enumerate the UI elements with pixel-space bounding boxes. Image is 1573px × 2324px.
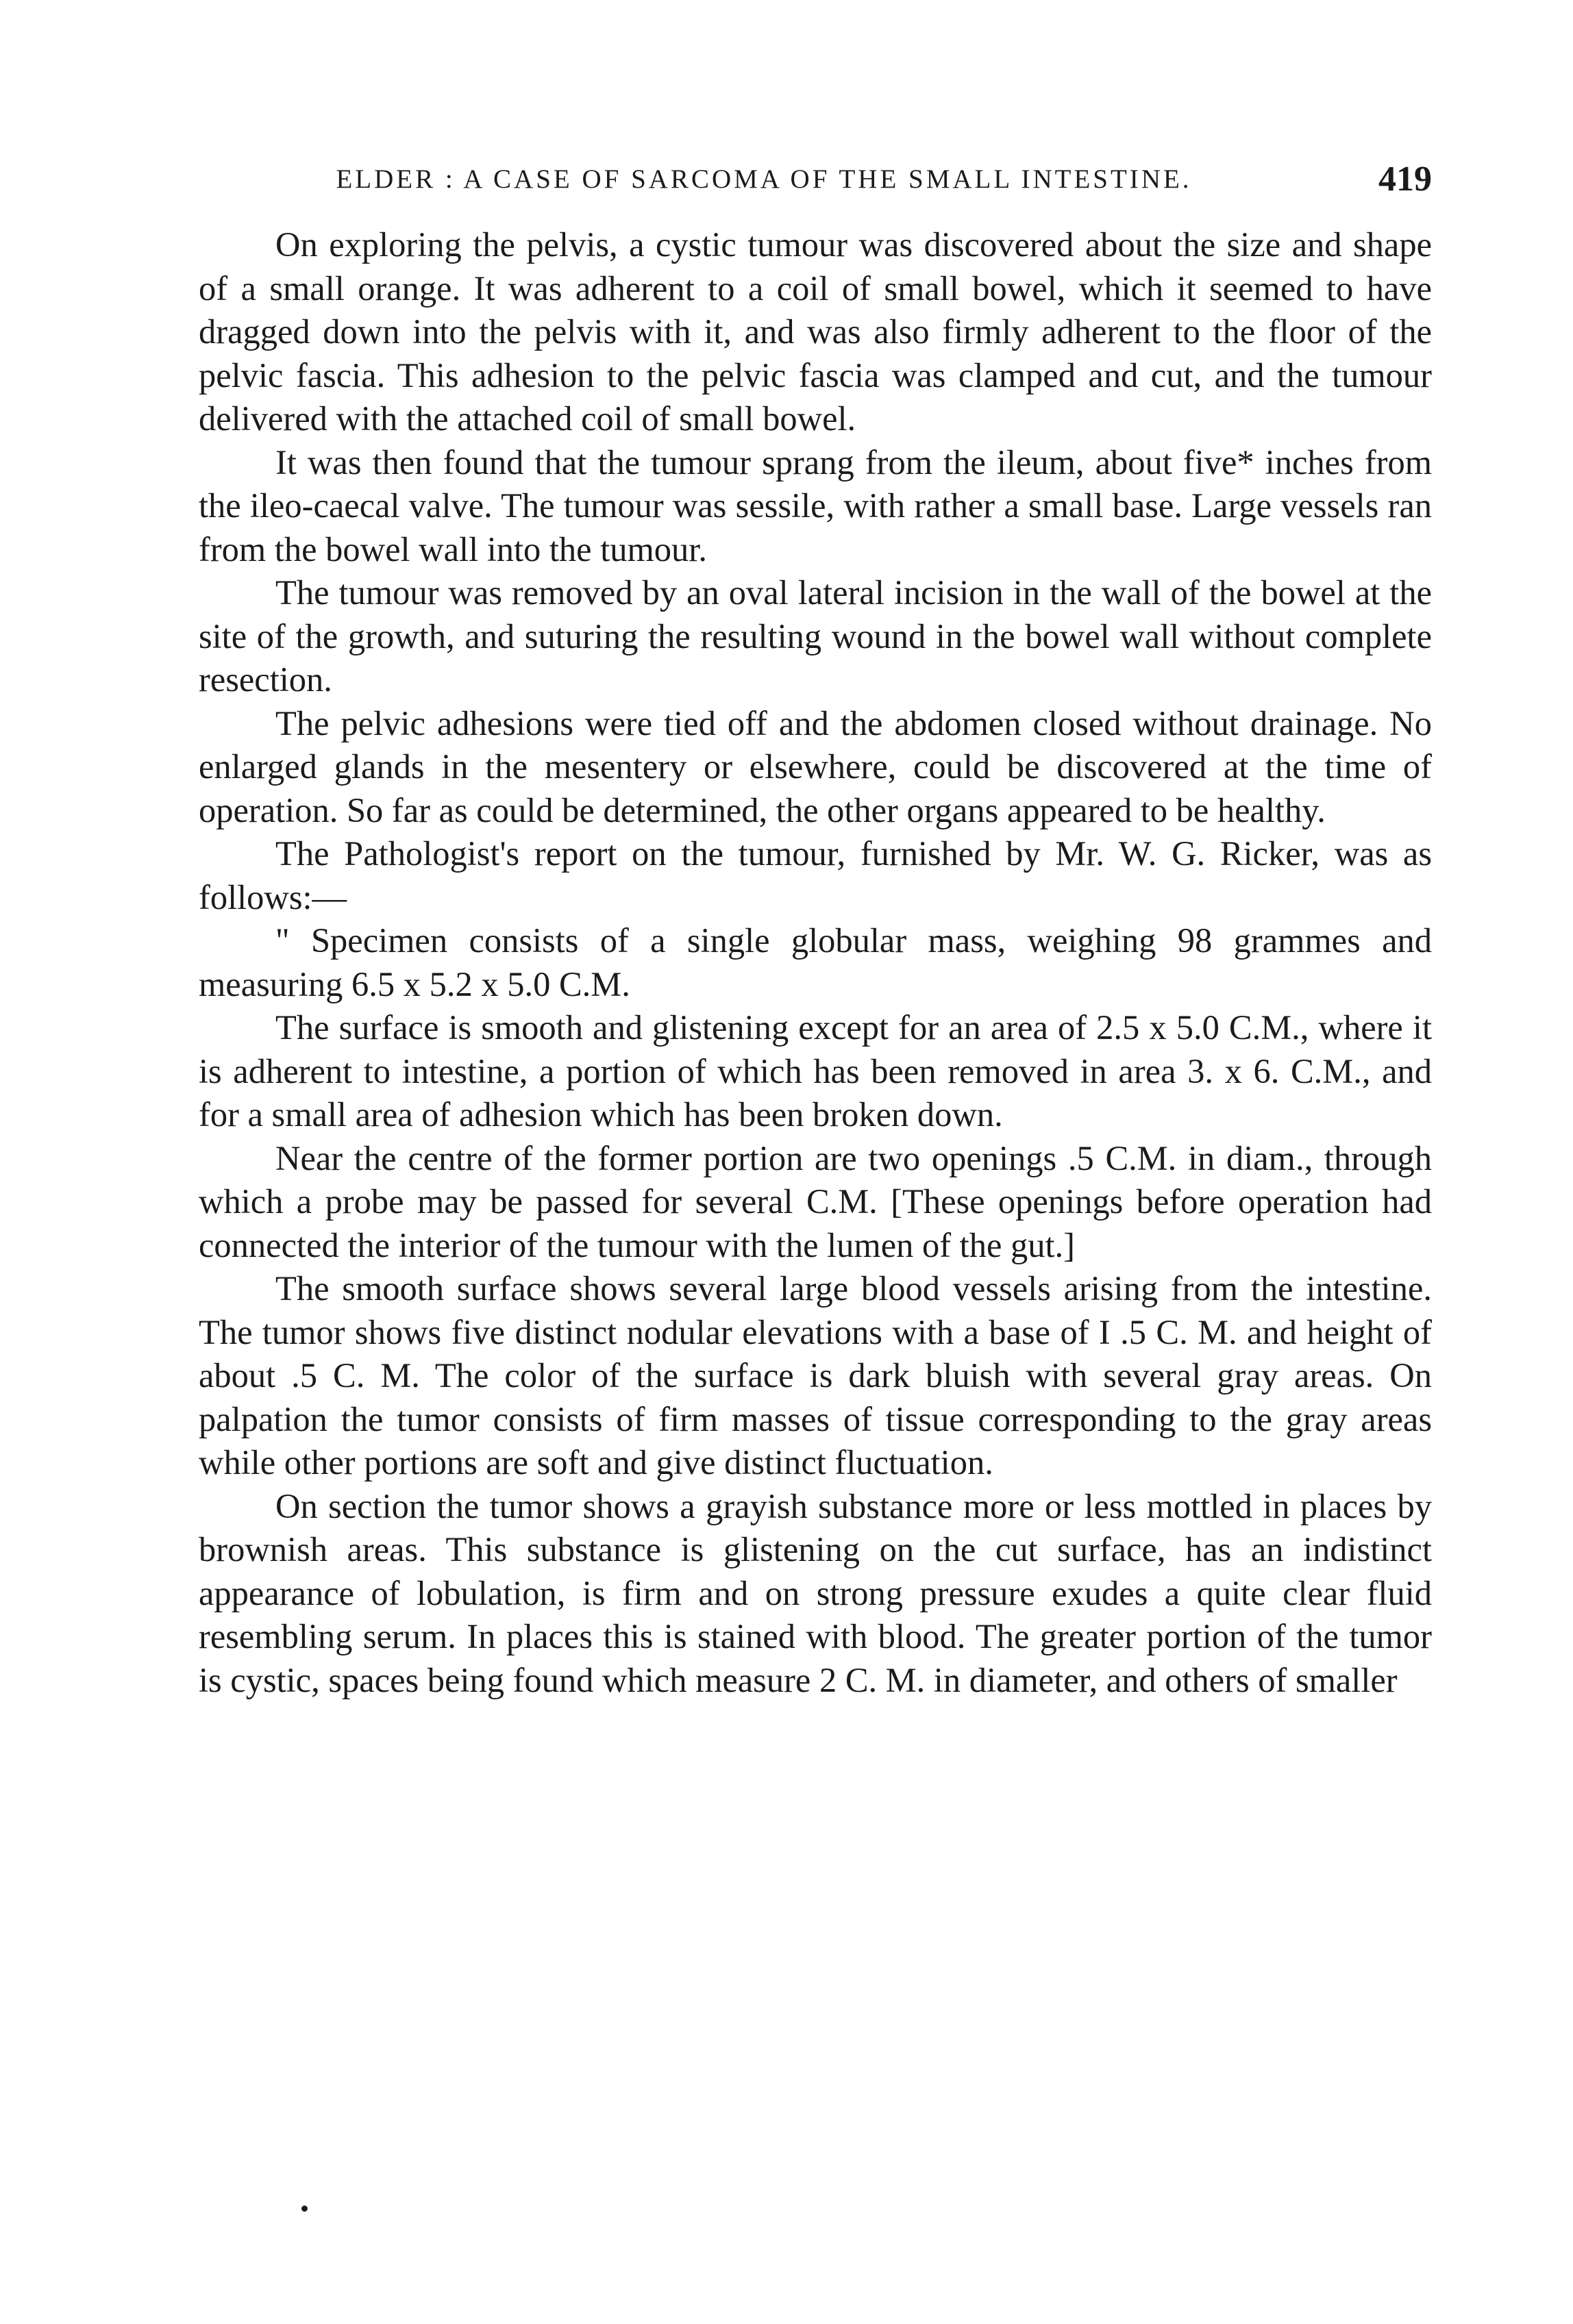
- paragraph-abdomen-closure: The pelvic adhesions were tied off and the abdomen closed without drainage. No enlarged glands in the mesentery or elsewhere, could be discovered at the time of operation. So far as could be determined, the other organs appeared to be healthy.: [199, 703, 1432, 829]
- running-title: ELDER : A CASE OF SARCOMA OF THE SMALL INTESTINE.: [336, 164, 1192, 194]
- paragraph-surface: The surface is smooth and glistening except for an area of 2.5 x 5.0 C.M., where it is adherent to intestine, a portion of which has been removed in area 3. x 6. C.M., and for a small area of adhesion which has been broken down.: [199, 1008, 1432, 1134]
- footer-dot-mark: [301, 2206, 308, 2212]
- paragraph-tumour-origin: It was then found that the tumour sprang from the ileum, about five* inches from the ileo-caecal valve. The tumour was sessile, with rather a small base. Large vessels ran from the bowel wall into the tumour.: [199, 442, 1432, 568]
- page-number: 419: [1378, 160, 1432, 199]
- paragraph-tumour-removal: The tumour was removed by an oval lateral incision in the wall of the bowel at the site of the growth, and suturing the resulting wound in the bowel wall without complete resection.: [199, 573, 1432, 699]
- running-head: [199, 159, 1432, 200]
- paragraph-specimen: " Specimen consists of a single globular mass, weighing 98 grammes and measuring 6.5 x 5.2 x 5.0 C.M.: [199, 921, 1432, 1003]
- document-page: [199, 159, 1432, 1702]
- paragraph-section: On section the tumor shows a grayish substance more or less mottled in places by brownish areas. This substance is glistening on the cut surface, has an indistinct appearance of lobulation, is firm and on strong pressure exudes a quite clear fluid resembling serum. In places this is stained with blood. The greater portion of the tumor is cystic, spaces being found which measure 2 C. M. in diameter, and others of smaller: [199, 1486, 1432, 1699]
- paragraph-pathologist-intro: The Pathologist's report on the tumour, furnished by Mr. W. G. Ricker, was as follows:—: [199, 834, 1432, 916]
- paragraph-openings: Near the centre of the former portion are two openings .5 C.M. in diam., through which a probe may be passed for several C.M. [These openings before operation had connected the interior of the tumour with the lumen of the gut.]: [199, 1138, 1432, 1264]
- paragraph-pelvis-exploration: On exploring the pelvis, a cystic tumour was discovered about the size and shape of a small orange. It was adherent to a coil of small bowel, which it seemed to have dragged down into the pelvis with it, and was also firmly adherent to the floor of the pelvic fascia. This adhesion to the pelvic fascia was clamped and cut, and the tumour delivered with the attached coil of small bowel.: [199, 225, 1432, 438]
- paragraph-blood-vessels: The smooth surface shows several large blood vessels arising from the intestine. The tumor shows five distinct nodular elevations with a base of I .5 C. M. and height of about .5 C. M. The color of the surface is dark bluish with several gray areas. On palpation the tumor consists of firm masses of tissue corresponding to the gray areas while other portions are soft and give distinct fluctuation.: [199, 1269, 1432, 1482]
- body-text: [199, 223, 1432, 1702]
